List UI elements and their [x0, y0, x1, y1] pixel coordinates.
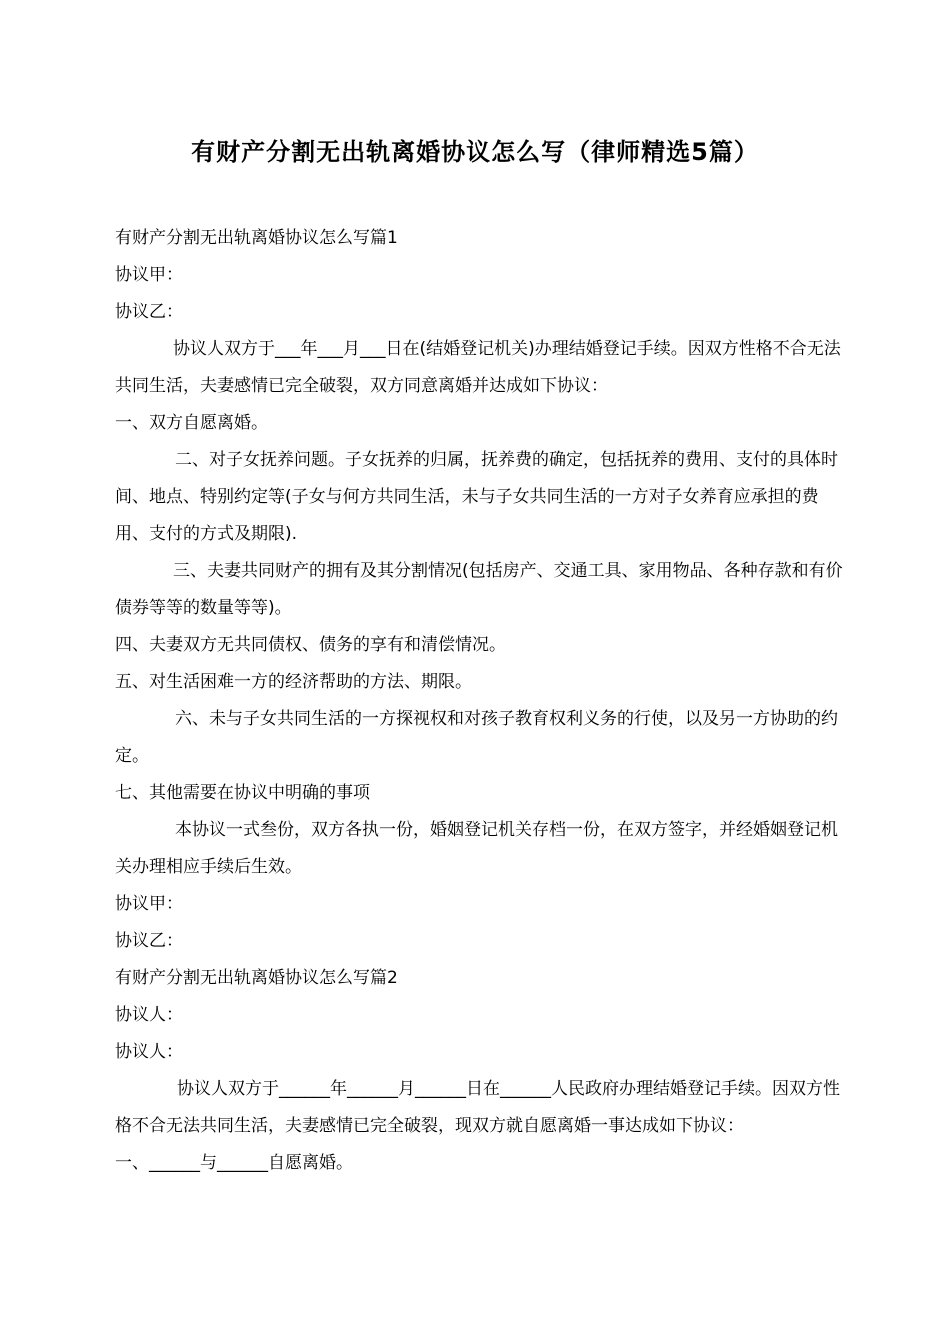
party-b-label: 协议乙：	[115, 302, 183, 322]
section-2-heading: 有财产分割无出轨离婚协议怎么写篇2	[115, 968, 398, 988]
document-title: 有财产分割无出轨离婚协议怎么写（律师精选5篇）	[191, 138, 759, 166]
clause-5: 五、对生活困难一方的经济帮助的方法、期限。	[115, 672, 472, 692]
section-2-clause-1: 一、______与______自愿离婚。	[115, 1153, 353, 1173]
signature-party-a: 协议甲：	[115, 894, 183, 914]
signature-party-b: 协议乙：	[115, 931, 183, 951]
section-2-intro: 协议人双方于______年______月______日在______人民政府办理结婚登记手续。因双方性格不合无法共同生活，夫妻感情已完全破裂，现双方就自愿离婚一事达成如下协议：	[115, 1079, 840, 1136]
clause-6: 六、未与子女共同生活的一方探视权和对孩子教育权利义务的行使，以及另一方协助的约定。	[115, 709, 838, 766]
party-2-label: 协议人：	[115, 1042, 183, 1062]
clause-7: 七、其他需要在协议中明确的事项	[115, 783, 370, 803]
section-1-intro: 协议人双方于___年___月___日在(结婚登记机关)办理结婚登记手续。因双方性格不合无法共同生活，夫妻感情已完全破裂，双方同意离婚并达成如下协议：	[115, 339, 841, 396]
party-1-label: 协议人：	[115, 1005, 183, 1025]
clause-2: 二、对子女抚养问题。子女抚养的归属，抚养费的确定，包括抚养的费用、支付的具体时间、地点、特别约定等(子女与何方共同生活，未与子女共同生活的一方对子女养育应承担的费用、支付的方式及期限).	[115, 450, 838, 544]
party-a-label: 协议甲：	[115, 265, 183, 285]
clause-4: 四、夫妻双方无共同债权、债务的享有和清偿情况。	[115, 635, 506, 655]
section-1-heading: 有财产分割无出轨离婚协议怎么写篇1	[115, 228, 398, 248]
document-body	[115, 220, 845, 1182]
clause-1: 一、双方自愿离婚。	[115, 413, 268, 433]
clause-3: 三、夫妻共同财产的拥有及其分割情况(包括房产、交通工具、家用物品、各种存款和有价债券等等的数量等等)。	[115, 561, 843, 618]
closing-paragraph: 本协议一式叁份，双方各执一份，婚姻登记机关存档一份，在双方签字，并经婚姻登记机关办理相应手续后生效。	[115, 820, 838, 877]
